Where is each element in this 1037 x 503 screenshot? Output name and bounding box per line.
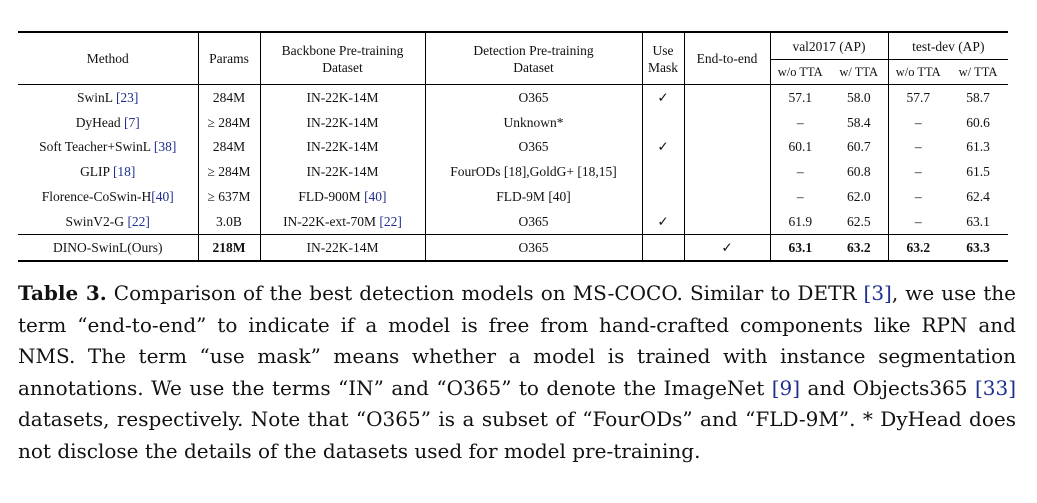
cell-val-wo-tta: – bbox=[770, 184, 830, 209]
cell-test-w-tta: 62.4 bbox=[966, 189, 990, 205]
cell-backbone bbox=[260, 209, 425, 234]
header-method: Method bbox=[86, 51, 129, 66]
citation-link[interactable]: [38] bbox=[153, 139, 177, 155]
cell-test-w-tta: 61.3 bbox=[966, 139, 990, 155]
table-row bbox=[18, 110, 1008, 135]
cell-end-to-end bbox=[684, 135, 770, 160]
header-backbone-line1: Backbone Pre-training bbox=[281, 42, 404, 58]
citation-link[interactable]: [40] bbox=[364, 189, 387, 205]
cell-end-to-end bbox=[684, 85, 770, 110]
cell-backbone bbox=[260, 184, 425, 209]
cell-detection: O365 bbox=[425, 209, 642, 234]
backbone-name: IN-22K-14M bbox=[306, 139, 379, 155]
cell-test-w-tta: 60.6 bbox=[966, 114, 990, 130]
cell-val-w-tta: 63.2 bbox=[846, 239, 871, 255]
table-row bbox=[18, 135, 1008, 160]
cell-backbone bbox=[260, 85, 425, 110]
citation-link[interactable]: [3] bbox=[863, 281, 892, 305]
backbone-name: IN-22K-14M bbox=[306, 164, 379, 180]
header-params: Params bbox=[198, 32, 260, 85]
header-use-mask-line2: Mask bbox=[648, 59, 678, 75]
cell-detection: O365 bbox=[425, 234, 642, 260]
table-row bbox=[18, 159, 1008, 184]
cell-val-w-tta: 58.0 bbox=[846, 89, 871, 105]
cell-use-mask: ✓ bbox=[642, 135, 684, 160]
header-backbone bbox=[260, 32, 425, 85]
header-backbone-line2: Dataset bbox=[322, 59, 363, 75]
cell-use-mask bbox=[642, 159, 684, 184]
cell-val-w-tta: 58.4 bbox=[846, 114, 871, 130]
method-name: Soft Teacher+SwinL bbox=[39, 139, 154, 155]
cell-params: 284M bbox=[198, 85, 260, 110]
cell-method bbox=[18, 135, 198, 160]
cell-test-wo-tta: – bbox=[888, 110, 948, 135]
cell-val-w-tta: 60.7 bbox=[846, 139, 871, 155]
cell-end-to-end bbox=[684, 209, 770, 234]
cell-detection: FourODs [18],GoldG+ [18,15] bbox=[425, 159, 642, 184]
header-use-mask-line1: Use bbox=[652, 42, 674, 58]
cell-val-wo-tta: – bbox=[770, 159, 830, 184]
caption-text: , we use the term “end-to-end” to indicate if a model is free from hand-crafted components like RPN and NMS. The term “use mask” means whether a model is trained with instance segmentation annotations. We use the terms “IN” and “O365” to denote the ImageNet bbox=[18, 281, 1017, 400]
cell-detection: FLD-9M [40] bbox=[425, 184, 642, 209]
backbone-name: FLD-900M bbox=[298, 189, 365, 205]
method-name: DyHead bbox=[75, 114, 125, 130]
cell-backbone bbox=[260, 135, 425, 160]
cell-val-wo-tta: 60.1 bbox=[770, 135, 830, 160]
table-row-ours bbox=[18, 234, 1008, 260]
backbone-name: IN-22K-14M bbox=[306, 89, 379, 105]
method-name: GLIP bbox=[80, 164, 113, 180]
cell-method: DINO-SwinL(Ours) bbox=[53, 239, 163, 255]
cell-method bbox=[18, 110, 198, 135]
comparison-table bbox=[18, 31, 1008, 262]
cell-val-wo-tta: 63.1 bbox=[770, 234, 830, 260]
cell-backbone bbox=[260, 159, 425, 184]
cell-test-wo-tta: – bbox=[888, 184, 948, 209]
backbone-name: IN-22K-ext-70M bbox=[283, 213, 380, 229]
citation-link[interactable]: [23] bbox=[115, 89, 139, 105]
cell-end-to-end bbox=[684, 110, 770, 135]
cell-params: ≥ 284M bbox=[198, 159, 260, 184]
backbone-name: IN-22K-14M bbox=[306, 114, 379, 130]
cell-val-wo-tta: – bbox=[770, 110, 830, 135]
header-test-wo-tta: w/o TTA bbox=[888, 60, 948, 85]
cell-params: 284M bbox=[198, 135, 260, 160]
cell-end-to-end bbox=[684, 184, 770, 209]
cell-params: ≥ 284M bbox=[198, 110, 260, 135]
cell-use-mask: ✓ bbox=[642, 209, 684, 234]
citation-link[interactable]: [40] bbox=[151, 189, 174, 205]
cell-test-wo-tta: 63.2 bbox=[888, 234, 948, 260]
cell-method bbox=[18, 184, 198, 209]
cell-use-mask bbox=[642, 234, 684, 260]
cell-val-w-tta: 62.5 bbox=[846, 213, 871, 229]
results-table bbox=[18, 31, 1008, 262]
cell-test-wo-tta: – bbox=[888, 159, 948, 184]
citation-link[interactable]: [33] bbox=[974, 375, 1017, 400]
table-row bbox=[18, 209, 1008, 234]
method-name: SwinV2-G bbox=[65, 213, 128, 229]
header-detection bbox=[425, 32, 642, 85]
header-use-mask bbox=[642, 32, 684, 85]
citation-link[interactable]: [18] bbox=[112, 164, 136, 180]
caption-label: Table 3. bbox=[18, 281, 107, 305]
cell-val-w-tta: 60.8 bbox=[846, 164, 871, 180]
header-val-w-tta: w/ TTA bbox=[830, 60, 888, 85]
citation-link[interactable]: [9] bbox=[771, 375, 801, 400]
cell-use-mask bbox=[642, 110, 684, 135]
header-detection-line1: Detection Pre-training bbox=[473, 42, 594, 58]
cell-use-mask bbox=[642, 184, 684, 209]
citation-link[interactable]: [7] bbox=[124, 114, 140, 130]
table-row bbox=[18, 85, 1008, 110]
cell-backbone: IN-22K-14M bbox=[260, 234, 425, 260]
cell-detection: Unknown* bbox=[425, 110, 642, 135]
cell-params: 3.0B bbox=[198, 209, 260, 234]
cell-test-w-tta: 63.1 bbox=[966, 213, 990, 229]
header-val2017: val2017 (AP) bbox=[770, 32, 888, 60]
header-row bbox=[18, 32, 1008, 60]
cell-method bbox=[18, 85, 198, 110]
caption-text: datasets, respectively. Note that “O365” is a subset of “FourODs” and “FLD-9M”. * DyHead does not disclose the details of the datasets used for model pre-training. bbox=[18, 407, 1016, 463]
cell-val-wo-tta: 61.9 bbox=[770, 209, 830, 234]
cell-test-wo-tta: – bbox=[888, 135, 948, 160]
table-caption bbox=[18, 278, 1016, 467]
method-name: SwinL bbox=[77, 89, 116, 105]
cell-params: 218M bbox=[198, 234, 260, 260]
cell-use-mask: ✓ bbox=[642, 85, 684, 110]
cell-end-to-end: ✓ bbox=[684, 234, 770, 260]
cell-test-w-tta: 63.3 bbox=[966, 239, 990, 255]
cell-val-wo-tta: 57.1 bbox=[770, 85, 830, 110]
cell-val-w-tta: 62.0 bbox=[846, 189, 871, 205]
header-detection-line2: Dataset bbox=[513, 59, 554, 75]
caption-text: and Objects365 bbox=[800, 375, 975, 400]
header-end-to-end: End-to-end bbox=[684, 32, 770, 85]
cell-method bbox=[18, 209, 198, 234]
citation-link[interactable]: [22] bbox=[127, 213, 150, 229]
header-val-wo-tta: w/o TTA bbox=[770, 60, 830, 85]
header-test-w-tta: w/ TTA bbox=[948, 60, 1008, 85]
caption-text: Comparison of the best detection models on MS-COCO. Similar to DETR bbox=[106, 281, 864, 305]
header-test-dev: test-dev (AP) bbox=[888, 32, 1008, 60]
cell-test-w-tta: 58.7 bbox=[966, 89, 990, 105]
cell-test-wo-tta: 57.7 bbox=[888, 85, 948, 110]
cell-test-wo-tta: – bbox=[888, 209, 948, 234]
cell-backbone bbox=[260, 110, 425, 135]
table-row bbox=[18, 184, 1008, 209]
cell-test-w-tta: 61.5 bbox=[966, 164, 990, 180]
cell-end-to-end bbox=[684, 159, 770, 184]
citation-link[interactable]: [22] bbox=[379, 213, 402, 229]
cell-params: ≥ 637M bbox=[198, 184, 260, 209]
cell-detection: O365 bbox=[425, 135, 642, 160]
cell-method bbox=[18, 159, 198, 184]
cell-detection: O365 bbox=[425, 85, 642, 110]
method-name: Florence-CoSwin-H bbox=[41, 189, 152, 205]
